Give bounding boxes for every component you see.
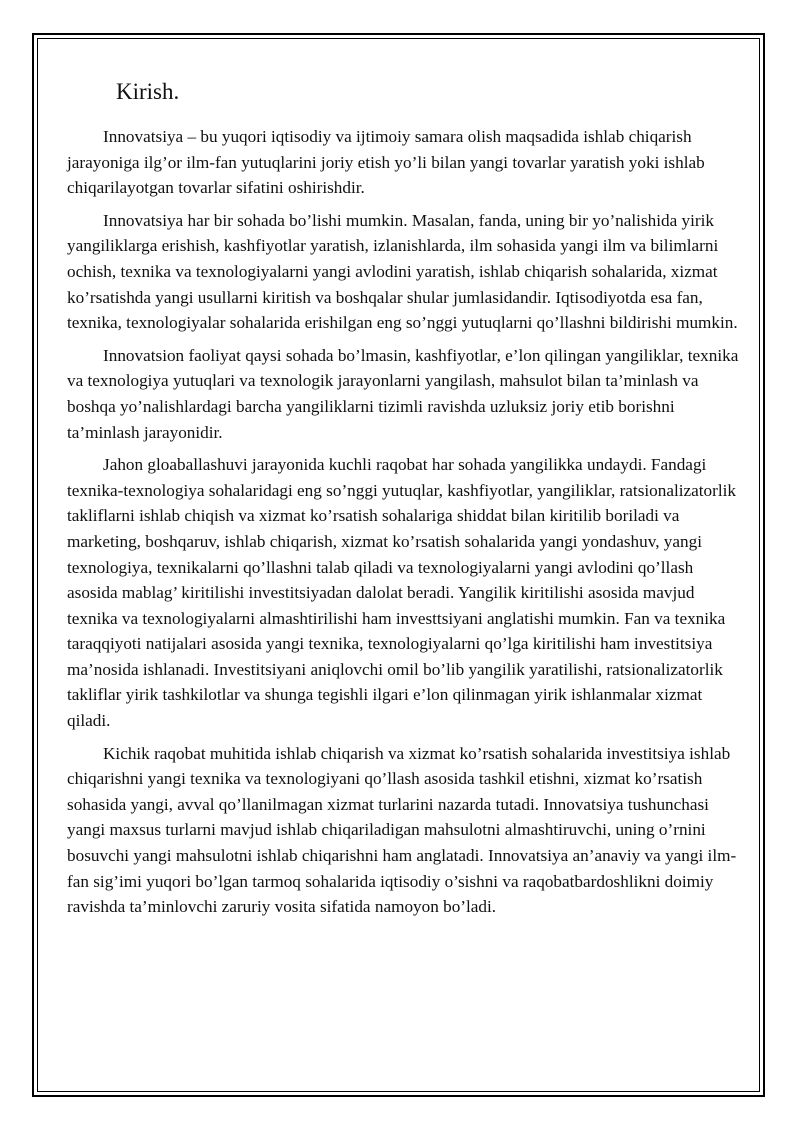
page-title: Kirish. xyxy=(116,79,180,104)
paragraph: Innovatsiya har bir sohada bo’lishi mumkin. Masalan, fanda, uning bir yo’nalishida yirik yangiliklarga erishish, kashfiyotlar yaratish, izlanishlarda, ilm sohasida yangi ilm va bilimlarni ochish, texnika va texnologiyalarni yangi avlodini yaratish, ishlab chiqarish sohalarida, xizmat ko’rsatishda yangi usullarni kiritish va boshqalar shular jumlasidandir. Iqtisodiyotda esa fan, texnika, texnologiyalar sohalarida erishilgan eng so’nggi yutuqlarni qo’llashni bildirishi mumkin. xyxy=(67,210,738,333)
paragraph: Innovatsiya – bu yuqori iqtisodiy va ijtimoiy samara olish maqsadida ishlab chiqarish jarayoniga ilg’or ilm-fan yutuqlarini joriy etish yo’li bilan yangi tovarlar yaratish yoki ishlab chiqarilayotgan tovarlar sifatini oshirishdir. xyxy=(67,127,705,198)
paragraph: Innovatsion faoliyat qaysi sohada bo’lmasin, kashfiyotlar, e’lon qilingan yangiliklar, texnika va texnologiya yutuqlari va texnologik jarayonlarni yangilash, mahsulot bilan ta’minlash va boshqa yo’nalishlardagi barcha yangiliklarni tizimli ravishda uzluksiz joriy etib borishni ta’minlash jarayonidir. xyxy=(67,345,739,442)
document-body xyxy=(67,78,740,927)
paragraph: Kichik raqobat muhitida ishlab chiqarish va xizmat ko’rsatish sohalarida investitsiya ishlab chiqarishni yangi texnika va texnologiyani qo’llash asosida tashkil etishni, xizmat ko’rsatish sohasida yangi, avval qo’llanilmagan xizmat turlarini nazarda tutadi. Innovatsiya tushunchasi yangi maxsus turlarni mavjud ishlab chiqariladigan mahsulotni almashtiruvchi, uning o’rnini bosuvchi yangi mahsulotni ishlab chiqarishni ham anglatadi. Innovatsiya an’anaviy va yangi ilm-fan sig’imi yuqori bo’lgan tarmoq sohalarida iqtisodiy o’sishni va raqobatbardoshlikni doimiy ravishda ta’minlovchi zaruriy vosita sifatida namoyon bo’ladi. xyxy=(67,743,737,917)
paragraph: Jahon gloaballashuvi jarayonida kuchli raqobat har sohada yangilikka undaydi. Fandagi texnika-texnologiya sohalaridagi eng so’nggi yutuqlar, kashfiyotlar, yangiliklar, ratsionalizatorlik takliflarni ishlab chiqish va xizmat ko’rsatish sohalariga shiddat bilan kiritilib boriladi va marketing, boshqaruv, ishlab chiqarish, xizmat ko’rsatish sohalarida yangi yondashuv, yangi texnologiya, texnikalarni qo’llashni talab qiladi va texnologiyalarni yangi avlodini qo’llash asosida mablag’ kiritilishi investitsiyadan dalolat beradi. Yangilik kiritilishi asosida mavjud texnika va texnologiyalarni almashtirilishi ham investtsiyani anglatishi mumkin. Fan va texnika taraqqiyoti natijalari asosida yangi texnika, texnologiyalarni qo’lga kiritilishi ham investitsiya ma’nosida ishlanadi. Investitsiyani aniqlovchi omil bo’lib yangilik yaratilishi, ratsionalizatorlik takliflar yirik tashkilotlar va shunga tegishli ilgari e’lon qilinmagan yirik ishlanmalar xizmat qiladi. xyxy=(67,455,737,731)
